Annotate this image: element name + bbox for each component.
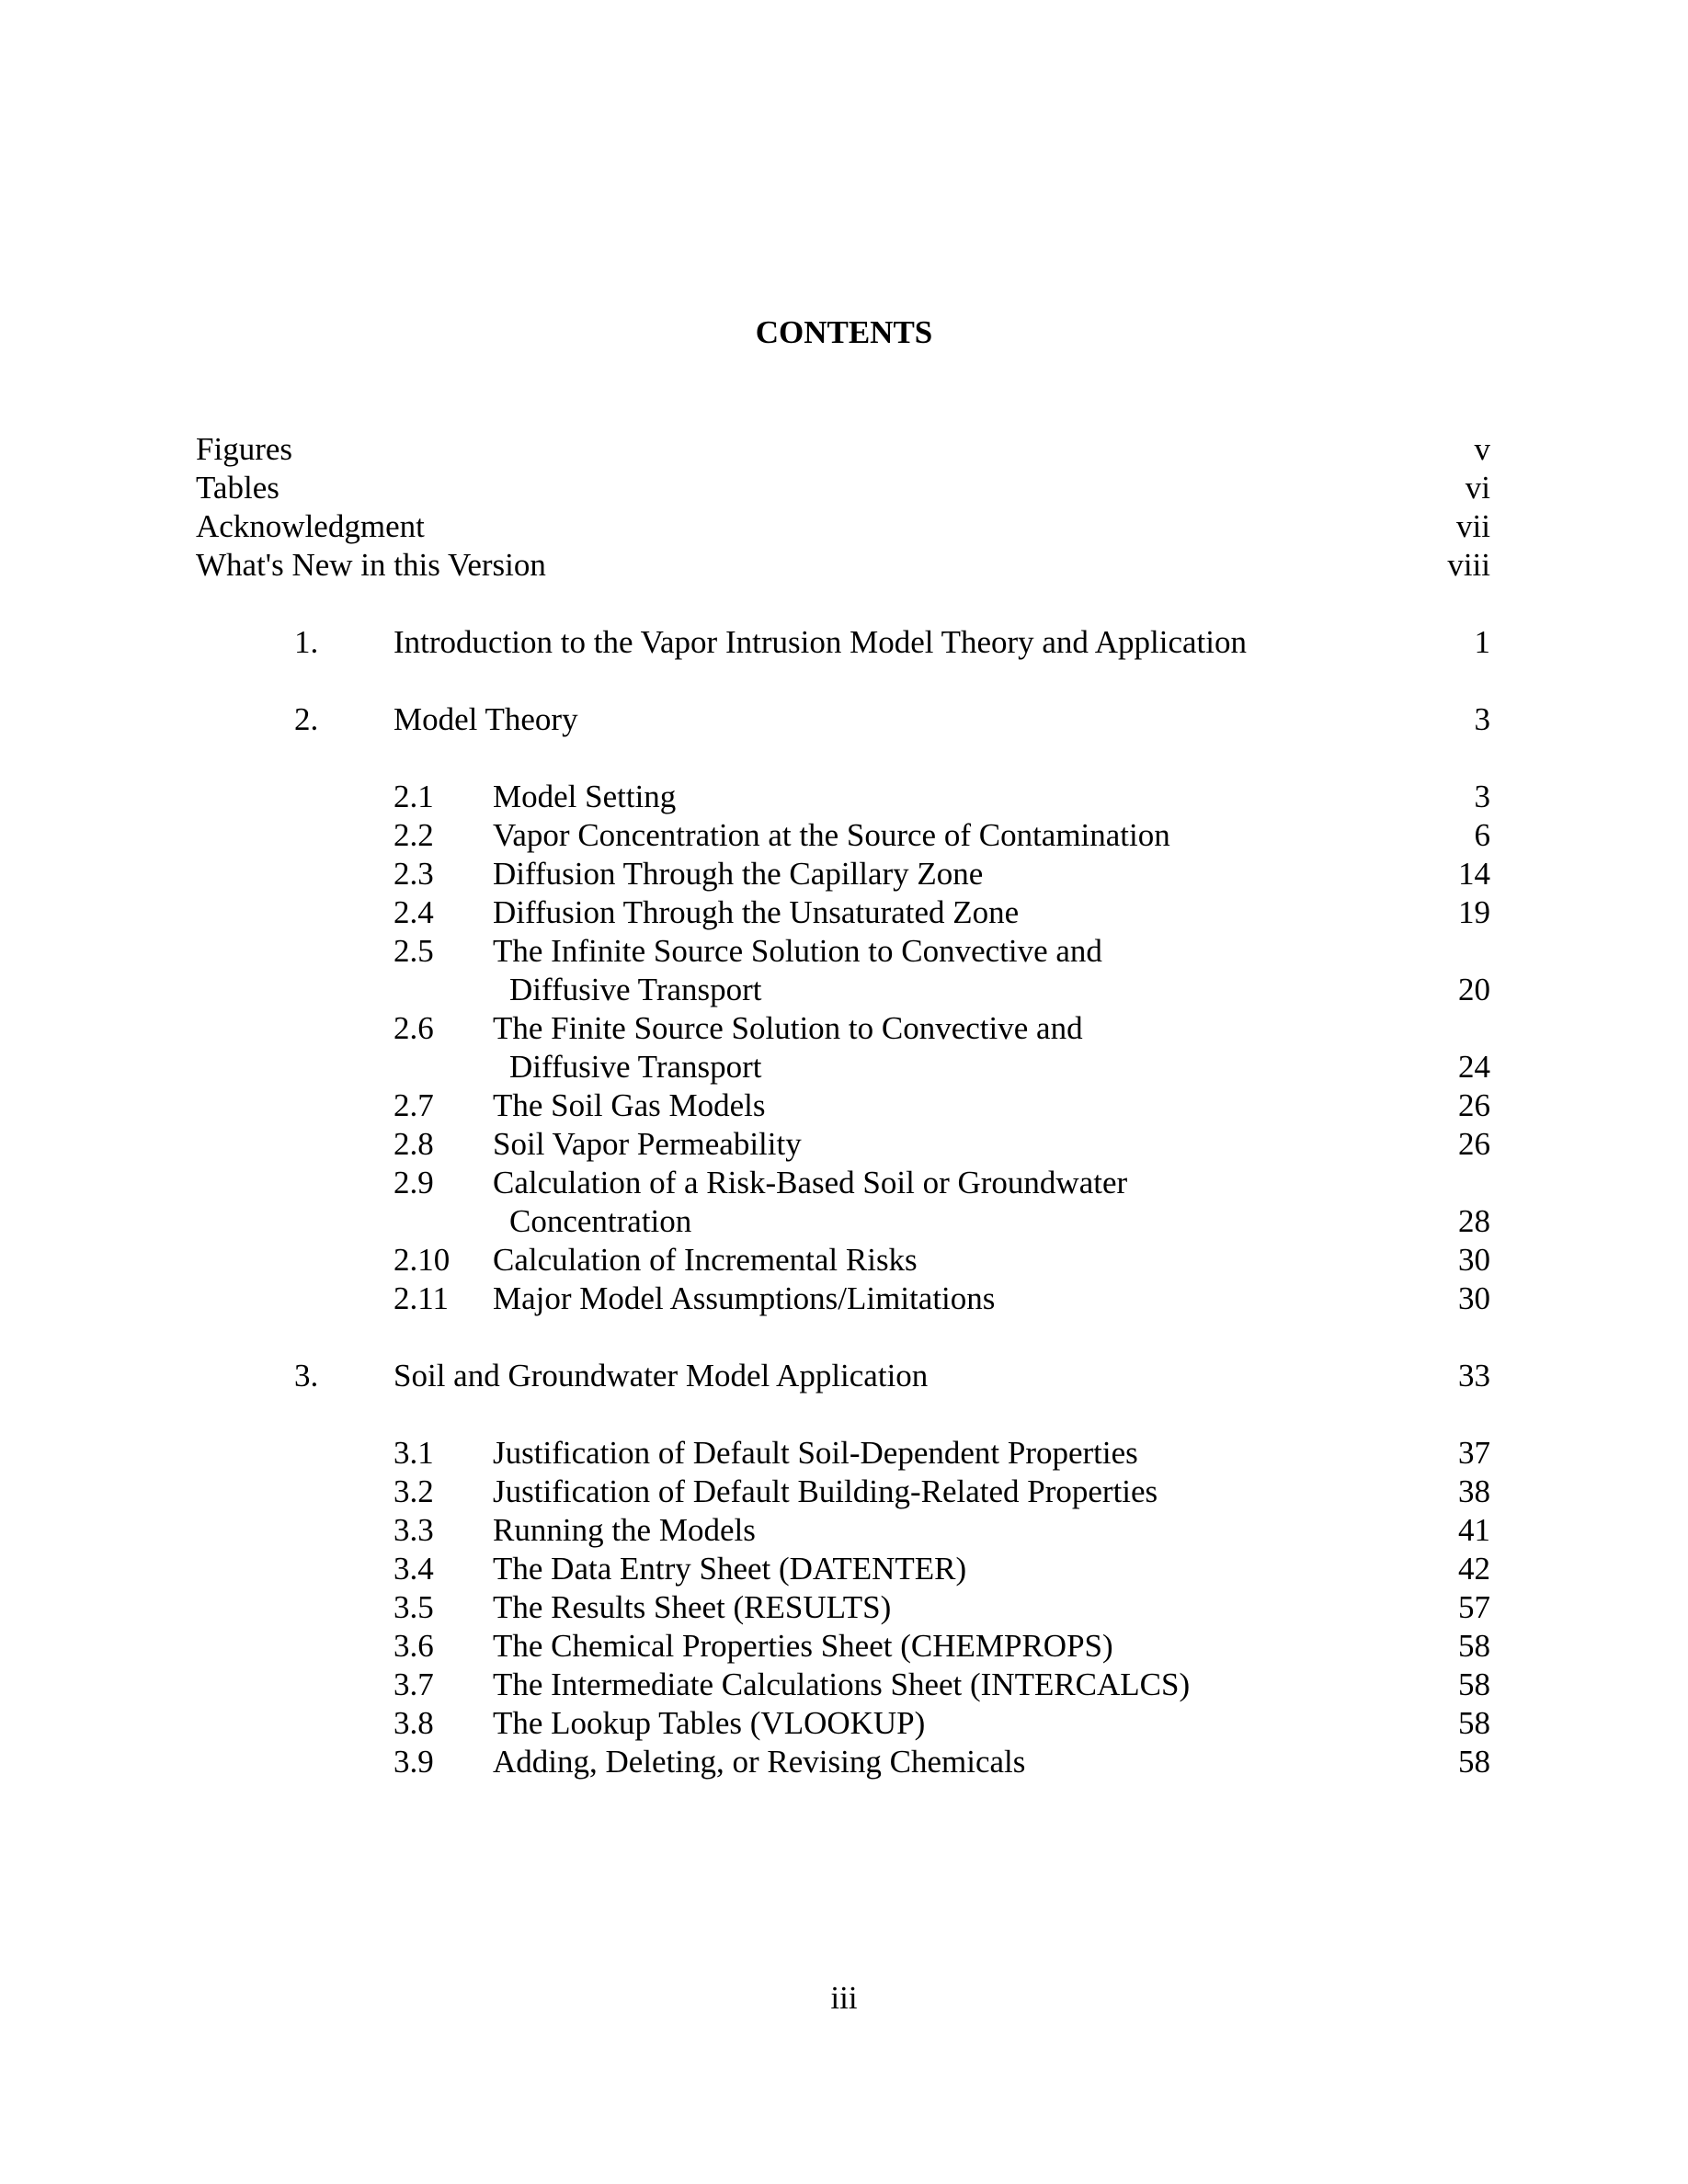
section-title: The Lookup Tables (VLOOKUP) [493, 1705, 926, 1741]
toc-page-number: 58 [1458, 1666, 1490, 1702]
toc-page-number: 37 [1458, 1435, 1490, 1471]
section-title: The Infinite Source Solution to Convective and [493, 933, 1102, 969]
toc-page-number: 3 [1474, 779, 1490, 814]
section-title: Vapor Concentration at the Source of Contamination [493, 817, 1170, 853]
section-title: The Finite Source Solution to Convective and [493, 1010, 1083, 1046]
section-number: 2.10 [393, 1242, 451, 1278]
toc-entry-label: Acknowledgment [196, 508, 425, 544]
section-title: The Soil Gas Models [493, 1087, 766, 1123]
section-number: 2.7 [393, 1087, 434, 1123]
section-number: 3.7 [393, 1666, 434, 1702]
chapter-title: Soil and Groundwater Model Application [393, 1358, 929, 1393]
section-number: 2.9 [393, 1165, 434, 1200]
section-number: 3.6 [393, 1628, 434, 1664]
toc-page-number: viii [1447, 547, 1490, 583]
section-number: 3.8 [393, 1705, 434, 1741]
section-title-continued: Diffusive Transport [509, 972, 762, 1007]
toc-page-number: 3 [1474, 701, 1490, 737]
toc-page-number: 28 [1458, 1203, 1490, 1239]
toc-page-number: 33 [1458, 1358, 1490, 1393]
toc-page-number: vii [1456, 508, 1490, 544]
toc-page-number: 57 [1458, 1589, 1490, 1625]
section-number: 2.8 [393, 1126, 434, 1162]
section-title: The Results Sheet (RESULTS) [493, 1589, 892, 1625]
toc-page-number: 1 [1474, 624, 1490, 660]
section-number: 3.3 [393, 1512, 434, 1548]
toc-page-number: 58 [1458, 1744, 1490, 1780]
section-number: 2.11 [393, 1280, 449, 1316]
section-title: Major Model Assumptions/Limitations [493, 1280, 996, 1316]
toc-page-number: 38 [1458, 1473, 1490, 1509]
toc-page-number: 20 [1458, 972, 1490, 1007]
toc-page-number: 26 [1458, 1087, 1490, 1123]
section-title: The Chemical Properties Sheet (CHEMPROPS) [493, 1628, 1113, 1664]
section-number: 3.4 [393, 1551, 434, 1587]
toc-entry-label: What's New in this Version [196, 547, 546, 583]
section-number: 2.2 [393, 817, 434, 853]
toc-section-2-9[interactable] [393, 1164, 1490, 1241]
chapter-number: 2. [294, 701, 319, 737]
toc-page-number: 42 [1458, 1551, 1490, 1587]
section-number: 3.2 [393, 1473, 434, 1509]
section-number: 2.4 [393, 894, 434, 930]
toc-entry-label: Tables [196, 470, 279, 506]
section-title: Model Setting [493, 779, 677, 814]
toc-page-number: 26 [1458, 1126, 1490, 1162]
section-title: Running the Models [493, 1512, 756, 1548]
section-title: Diffusion Through the Capillary Zone [493, 856, 984, 892]
chapter-number: 3. [294, 1358, 319, 1393]
section-number: 2.6 [393, 1010, 434, 1046]
toc-page-number: 30 [1458, 1242, 1490, 1278]
chapter-title: Introduction to the Vapor Intrusion Model Theory and Application [393, 624, 1247, 660]
page-title: CONTENTS [755, 314, 933, 350]
section-number: 2.5 [393, 933, 434, 969]
section-title: Diffusion Through the Unsaturated Zone [493, 894, 1020, 930]
toc-page-number: vi [1465, 470, 1490, 506]
section-title: Adding, Deleting, or Revising Chemicals [493, 1744, 1026, 1780]
toc-page-number: 6 [1474, 817, 1490, 853]
section-number: 2.3 [393, 856, 434, 892]
toc-section-2-5[interactable] [393, 932, 1490, 1009]
section-title: Soil Vapor Permeability [493, 1126, 802, 1162]
section-number: 2.1 [393, 779, 434, 814]
toc-section-2-6[interactable] [393, 1009, 1490, 1086]
section-title: Justification of Default Soil-Dependent Properties [493, 1435, 1138, 1471]
section-title: Calculation of a Risk-Based Soil or Groundwater [493, 1165, 1128, 1200]
chapter-title: Model Theory [393, 701, 578, 737]
section-number: 3.9 [393, 1744, 434, 1780]
toc-page-number: 24 [1458, 1049, 1490, 1085]
toc-page-number: 58 [1458, 1628, 1490, 1664]
section-title: The Data Entry Sheet (DATENTER) [493, 1551, 967, 1587]
toc-page-number: 30 [1458, 1280, 1490, 1316]
section-title: Justification of Default Building-Related Properties [493, 1473, 1158, 1509]
section-title-continued: Concentration [509, 1203, 692, 1239]
page-number-footer: iii [830, 1980, 858, 2016]
chapter-number: 1. [294, 624, 319, 660]
toc-page-number: 41 [1458, 1512, 1490, 1548]
toc-entry-label: Figures [196, 431, 292, 467]
toc-page-number: 19 [1458, 894, 1490, 930]
section-number: 3.1 [393, 1435, 434, 1471]
section-title-continued: Diffusive Transport [509, 1049, 762, 1085]
toc-page-number: 14 [1458, 856, 1490, 892]
section-title: The Intermediate Calculations Sheet (INTERCALCS) [493, 1666, 1191, 1702]
section-title: Calculation of Incremental Risks [493, 1242, 918, 1278]
toc-page-number: 58 [1458, 1705, 1490, 1741]
toc-page-number: v [1474, 431, 1490, 467]
section-number: 3.5 [393, 1589, 434, 1625]
